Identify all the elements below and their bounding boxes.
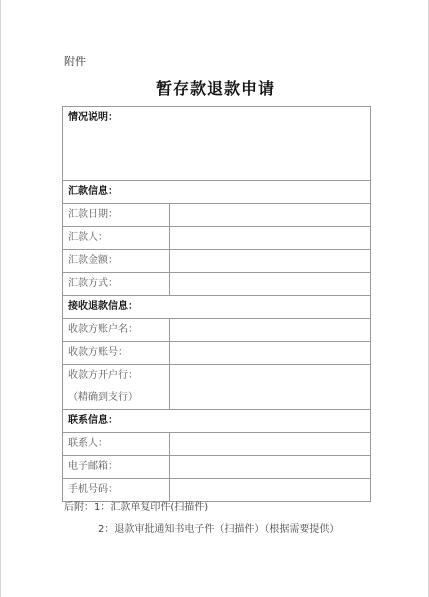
table-row [63, 433, 371, 456]
mobile-label: 手机号码： [63, 479, 170, 502]
attachment-label: 附件 [64, 55, 86, 68]
payee-bank-label: 收款方开户行： [68, 370, 138, 381]
payee-bank-cell [63, 365, 170, 410]
payee-bank-note: （精确到支行） [68, 392, 138, 403]
table-row [63, 319, 371, 342]
payee-bank-value [170, 365, 371, 410]
remitter-label: 汇款人： [63, 227, 170, 250]
refund-receiver-info-header: 接收退款信息： [63, 296, 371, 319]
remitter-value [170, 227, 371, 250]
table-row [63, 204, 371, 227]
remit-date-value [170, 204, 371, 227]
remittance-info-header: 汇款信息： [63, 181, 371, 204]
mobile-value [170, 479, 371, 502]
section-header-row [63, 181, 371, 204]
table-row [63, 342, 371, 365]
contact-person-label: 联系人： [63, 433, 170, 456]
remit-amount-label: 汇款金额： [63, 250, 170, 273]
situation-row [63, 107, 371, 181]
attachments-note-line-2: 2：退款审批通知书电子件（扫描件）（根据需要提供） [98, 524, 340, 535]
table-row [63, 273, 371, 296]
table-row [63, 365, 371, 410]
contact-info-header: 联系信息： [63, 410, 371, 433]
email-label: 电子邮箱： [63, 456, 170, 479]
refund-application-table [62, 106, 371, 502]
contact-person-value [170, 433, 371, 456]
remit-method-value [170, 273, 371, 296]
table-row [63, 456, 371, 479]
situation-label: 情况说明： [63, 107, 371, 181]
table-row [63, 227, 371, 250]
section-header-row [63, 410, 371, 433]
remit-method-label: 汇款方式： [63, 273, 170, 296]
payee-account-name-value [170, 319, 371, 342]
payee-account-number-value [170, 342, 371, 365]
table-row [63, 479, 371, 502]
remit-date-label: 汇款日期： [63, 204, 170, 227]
document-title: 暂存款退款申请 [155, 79, 275, 98]
payee-account-number-label: 收款方账号： [63, 342, 170, 365]
table-row [63, 250, 371, 273]
remit-amount-value [170, 250, 371, 273]
section-header-row [63, 296, 371, 319]
email-value [170, 456, 371, 479]
attachments-note-line-1: 后附：1：汇款单复印件(扫描件) [64, 502, 209, 513]
payee-account-name-label: 收款方账户名： [63, 319, 170, 342]
